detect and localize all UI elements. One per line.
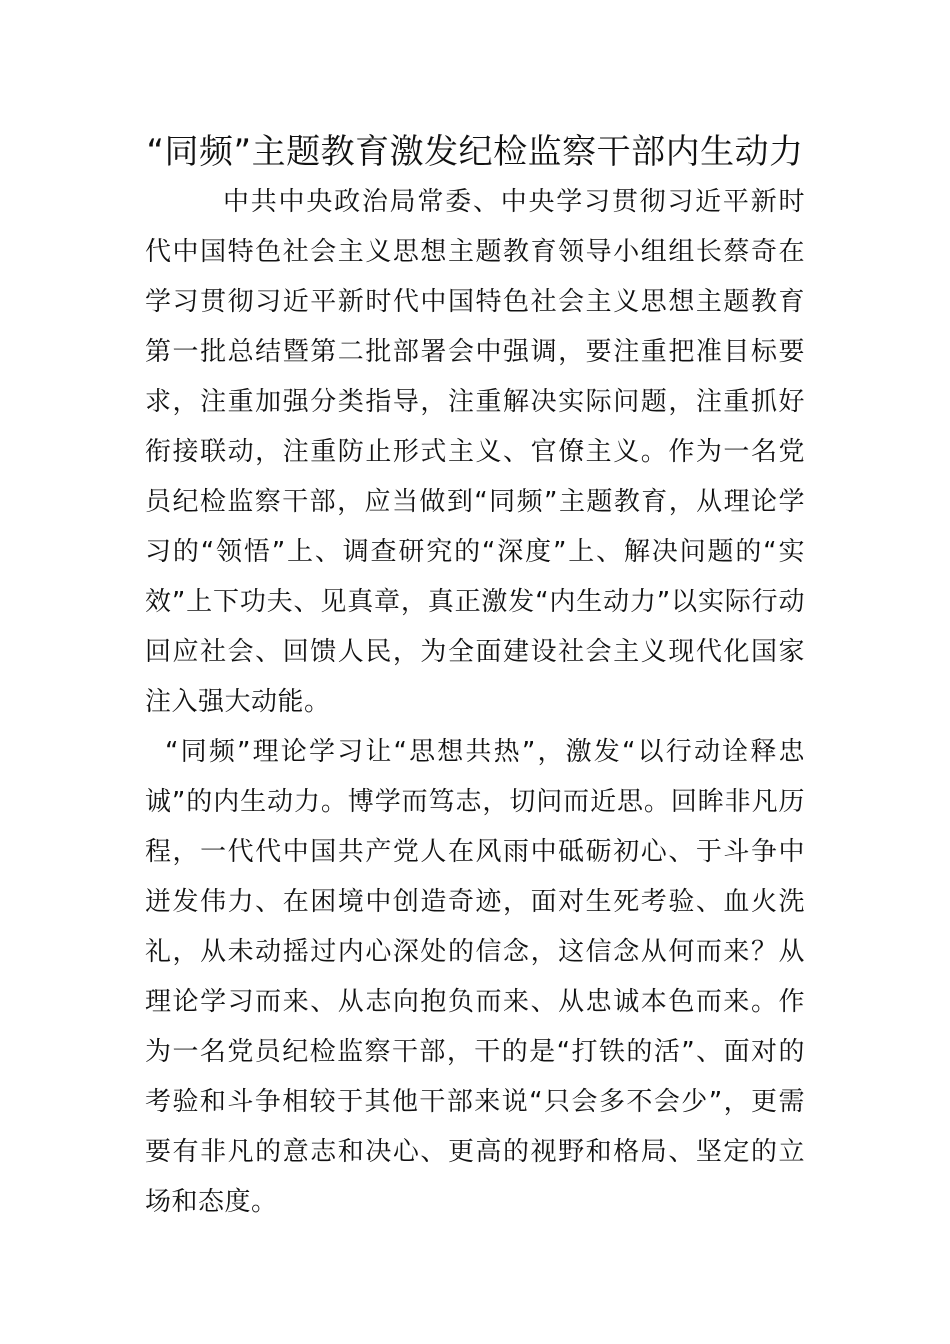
paragraph-theory-study: “同频”理论学习让“思想共热”，激发“以行动诠释忠诚”的内生动力。博学而笃志，切问而近思。回眸非凡历程，一代代中国共产党人在风雨中砥砺初心、于斗争中迸发伟力、在困境中创造奇迹，面对生死考验、血火洗礼，从未动摇过内心深处的信念，这信念从何而来？从理论学习而来、从志向抱负而来、从忠诚本色而来。作为一名党员纪检监察干部，干的是“打铁的活”、面对的考验和斗争相较于其他干部来说“只会多不会少”，更需要有非凡的意志和决心、更高的视野和格局、坚定的立场和态度。 (145, 737, 805, 1217)
document-body (145, 177, 805, 1227)
document-title: “同频”主题教育激发纪检监察干部内生动力 (146, 132, 804, 172)
paragraph-intro: 中共中央政治局常委、中央学习贯彻习近平新时代中国特色社会主义思想主题教育领导小组组长蔡奇在学习贯彻习近平新时代中国特色社会主义思想主题教育第一批总结暨第二批部署会中强调，要注重把准目标要求，注重加强分类指导，注重解决实际问题，注重抓好衔接联动，注重防止形式主义、官僚主义。作为一名党员纪检监察干部，应当做到“同频”主题教育，从理论学习的“领悟”上、调查研究的“深度”上、解决问题的“实效”上下功夫、见真章，真正激发“内生动力”以实际行动回应社会、回馈人民，为全面建设社会主义现代化国家注入强大动能。 (145, 187, 805, 717)
